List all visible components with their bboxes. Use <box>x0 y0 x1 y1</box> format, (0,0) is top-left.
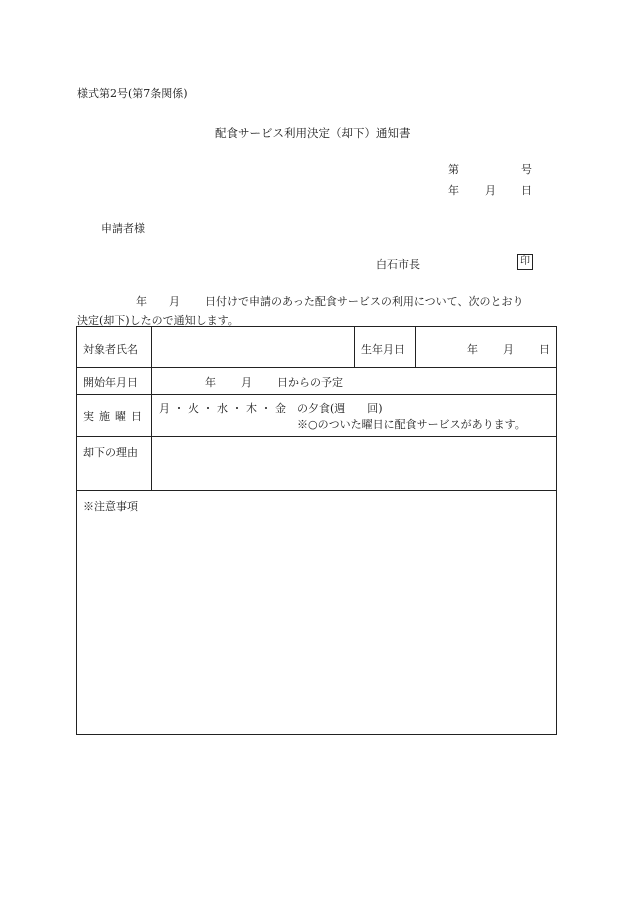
document-title: 配食サービス利用決定（却下）通知書 <box>215 126 411 140</box>
start-month: 月 <box>241 376 252 389</box>
start-date-suffix: 日からの予定 <box>277 376 343 389</box>
reject-reason-label: 却下の理由 <box>83 446 138 459</box>
service-days-options[interactable]: 月 ・ 火 ・ 水 ・ 木 ・ 金 の夕食(週 回) <box>159 402 383 415</box>
issue-date-year: 年 <box>448 184 459 197</box>
body-month: 月 <box>169 295 180 308</box>
body-text-line2: 決定(却下)したので通知します。 <box>77 314 239 327</box>
start-date-label: 開始年月日 <box>83 376 138 389</box>
service-days-label: 実施曜日 <box>83 410 147 423</box>
service-days-note: ※○のついた曜日に配食サービスがあります。 <box>297 418 526 431</box>
reject-reason-field[interactable] <box>152 437 555 490</box>
subject-name-label: 対象者氏名 <box>83 343 138 356</box>
birth-month: 月 <box>503 343 514 356</box>
issue-date-month: 月 <box>485 184 496 197</box>
start-year: 年 <box>205 376 216 389</box>
form-number: 様式第2号(第7条関係) <box>77 87 188 100</box>
issuer-name: 白石市長 <box>376 258 420 271</box>
addressee: 申請者様 <box>101 222 145 235</box>
birth-day: 日 <box>539 343 550 356</box>
doc-number-suffix: 号 <box>521 163 532 176</box>
column-divider <box>415 327 416 367</box>
notice-body <box>77 292 557 330</box>
row-divider <box>77 367 556 368</box>
seal-label: 印 <box>520 256 530 267</box>
birth-year: 年 <box>467 343 478 356</box>
notes-label: ※注意事項 <box>83 500 138 513</box>
issue-date-day: 日 <box>521 184 532 197</box>
column-divider <box>354 327 355 367</box>
seal-stamp <box>517 254 533 270</box>
row-divider <box>77 490 556 491</box>
row-divider <box>77 394 556 395</box>
doc-number-label: 第 <box>448 163 459 176</box>
birthdate-label: 生年月日 <box>361 343 405 356</box>
body-text-line1: 日付けで申請のあった配食サービスの利用について、次のとおり <box>205 295 524 308</box>
body-year: 年 <box>136 295 147 308</box>
subject-name-field[interactable] <box>152 327 354 367</box>
decision-table <box>76 326 557 735</box>
